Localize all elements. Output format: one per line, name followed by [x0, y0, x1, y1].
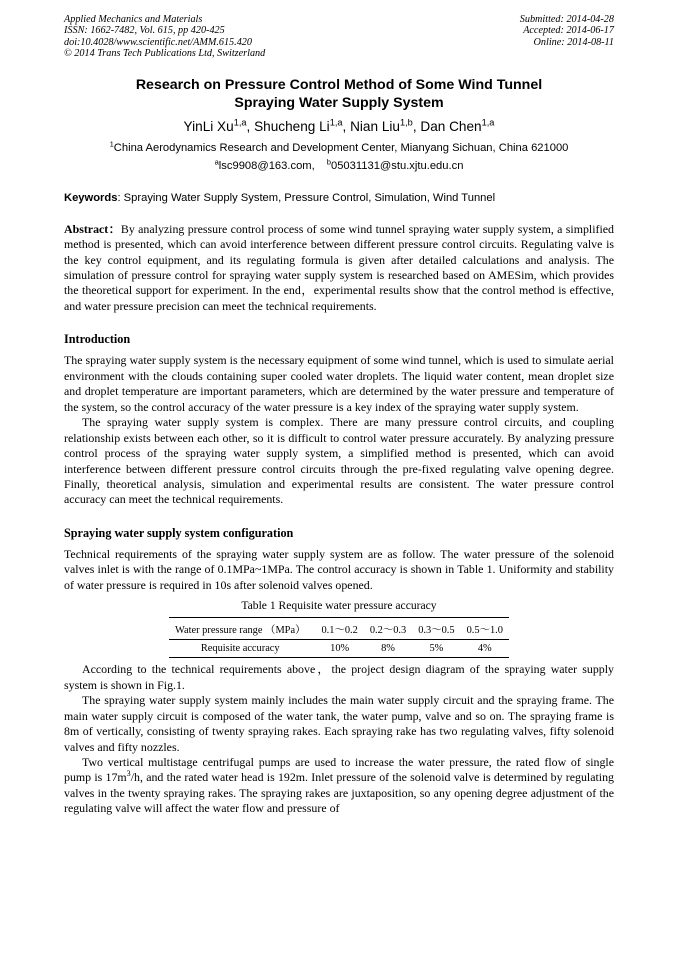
paper-title	[64, 76, 614, 112]
table-row-label: Requisite accuracy	[169, 640, 315, 658]
abstract	[64, 222, 614, 315]
author: Nian Liu$^{1,b}$,	[350, 117, 421, 134]
table-row-label: Water pressure range （MPa）	[169, 618, 315, 640]
configuration-heading: Spraying water supply system configuration	[64, 525, 294, 540]
journal-info	[64, 14, 265, 60]
abstract-text: By analyzing pressure control process of some wind tunnel spraying water supply system, a simplified method is presented, which can avoid interference between different pressure control circuits. Regulating valve is the key control equipment, and its regulating formula is given after detailed calculations and analysis. The simulation of pressure control for spraying water supply system is researched based on AMESim, which provides the theoretical support for experiment. In the end，experimental results show that the control method is effective, and water pressure precision can meet the technical requirements.	[64, 221, 615, 313]
introduction-heading: Introduction	[64, 332, 131, 347]
abstract-label: Abstract：	[64, 221, 121, 236]
table-caption: Table 1 Requisite water pressure accuracy	[241, 599, 437, 613]
table-row	[169, 618, 509, 640]
keywords-label: Keywords	[64, 191, 118, 204]
submission-dates	[520, 14, 614, 60]
journal-doi: doi:10.4028/www.scientific.net/AMM.615.420	[64, 36, 252, 48]
table-cell: 0.1～0.2	[315, 618, 363, 640]
author-emails	[64, 156, 614, 172]
table-cell: 0.2～0.3	[364, 618, 412, 640]
config-paragraph-3: The spraying water supply system mainly includes the main water supply circuit and the spraying frame. The main water supply circuit is composed of the water tank, the water pump, valve and so on. The spraying frame is 8m of vertically, consisting of twenty spraying rakes. Each spraying rake has two regulating valves, fifty solenoid valves and fifty nozzles.	[64, 693, 614, 754]
config-paragraph-2: According to the technical requirements above，the project design diagram of the spraying water supply system is shown in Fig.1.	[64, 662, 614, 692]
accuracy-table	[169, 617, 509, 658]
table-row	[169, 640, 509, 658]
table-cell: 5%	[412, 640, 460, 658]
author-list	[64, 119, 614, 134]
author: Shucheng Li$^{1,a}$,	[254, 117, 351, 134]
journal-header	[64, 14, 614, 60]
keywords-text: : Spraying Water Supply System, Pressure Control, Simulation, Wind Tunnel	[117, 191, 496, 204]
table-cell: 4%	[461, 640, 509, 658]
config-paragraph-1: Technical requirements of the spraying water supply system are as follow. The water pressure of the solenoid valves inlet is with the range of 0.1MPa~1MPa. The control accuracy is shown in Table 1. Uniformity and stability of water pressure is required in 10s after solenoid valves opened.	[64, 546, 614, 592]
table-cell: 0.3～0.5	[412, 618, 460, 640]
email-a[interactable]: $^a$lsc9908@163.com,	[214, 156, 315, 172]
keywords	[64, 192, 614, 204]
intro-paragraph-2: The spraying water supply system is complex. There are many pressure control circuits, and coupling relationship exists between each other, so it is difficult to control water pressure accurately. By analyzing pressure control process of the spraying water supply system, a simplified method is presented, which can avoid interference between different pressure control circuits through the pre-fixed regulating valve opening degree. Finally, theoretical analysis, simulation and experimental results are consistent. The water pressure control accuracy can meet the technical requirements.	[64, 415, 614, 507]
submitted-date: Submitted: 2014-04-28	[519, 14, 614, 25]
table-cell: 10%	[315, 640, 363, 658]
journal-issn: ISSN: 1662-7482, Vol. 615, pp 420-425	[64, 25, 225, 37]
title-line-1: Research on Pressure Control Method of Some Wind Tunnel	[135, 76, 543, 93]
config-paragraph-4: Two vertical multistage centrifugal pumps are used to increase the water pressure, the rated flow of single pump is $17m^3/h$, and the rated water head is 192m. Inlet pressure of the solenoid valve is determined by regulating valves in the twenty spraying rakes. The spraying rakes are juxtaposition, so any opening degree adjustment of the regulating valve will affect the water flow and pressure of	[64, 754, 614, 816]
title-line-2: Spraying Water Supply System	[234, 94, 444, 111]
author: Dan Chen$^{1,a}$	[420, 117, 495, 134]
journal-name: Applied Mechanics and Materials	[64, 14, 203, 25]
email-b[interactable]: $^b$05031131@stu.xjtu.edu.cn	[326, 156, 464, 172]
table-cell: 0.5～1.0	[461, 618, 509, 640]
online-date: Online: 2014-08-11	[533, 36, 614, 48]
intro-paragraph-1: The spraying water supply system is the necessary equipment of some wind tunnel, which is used to simulate aerial environment with the clouds containing super cooled water droplets. The liquid water content, mean droplet size and droplet temperature are important parameters, which are determined by the water pressure and temperature of the system, so the control accuracy of the water pressure is a key index of the spraying water supply system.	[64, 353, 614, 414]
accepted-date: Accepted: 2014-06-17	[523, 25, 614, 37]
table-cell: 8%	[364, 640, 412, 658]
author: YinLi Xu$^{1,a}$,	[183, 117, 255, 134]
affiliation: $^1$China Aerodynamics Research and Development Center, Mianyang Sichuan, China 621000	[109, 138, 569, 154]
journal-copyright: © 2014 Trans Tech Publications Ltd, Switzerland	[64, 48, 266, 60]
